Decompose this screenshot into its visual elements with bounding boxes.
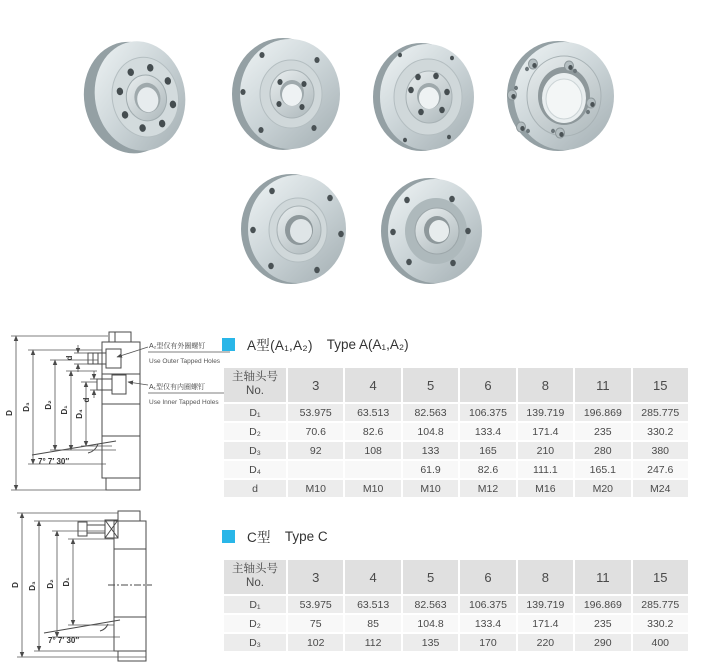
spec-value (288, 461, 343, 478)
spec-value: 82.6 (345, 423, 400, 440)
spec-value: 53.975 (288, 404, 343, 421)
spec-row (224, 423, 688, 440)
section-title-cn: A型(A₁,A₂) (247, 338, 313, 353)
spec-value: M16 (518, 480, 573, 497)
spec-row (224, 404, 688, 421)
spec-value: M20 (575, 480, 630, 497)
column-header: 5 (403, 560, 458, 594)
spec-value: 135 (403, 634, 458, 651)
type-c-section (222, 526, 692, 653)
spec-value: 106.375 (460, 404, 515, 421)
spec-value: 235 (575, 615, 630, 632)
spec-value: 85 (345, 615, 400, 632)
dim-label-D1: D₁ (62, 577, 71, 587)
spec-value: 133.4 (460, 615, 515, 632)
flange-photo-2 (232, 38, 340, 150)
spec-row (224, 461, 688, 478)
spec-value: 165 (460, 442, 515, 459)
header-cn: 主轴头号 (232, 371, 278, 384)
spec-row (224, 634, 688, 651)
dim-label-D3: D₃ (22, 402, 31, 412)
spec-value: 92 (288, 442, 343, 459)
spec-value: 247.6 (633, 461, 688, 478)
section-title-type-c (222, 526, 692, 546)
spec-value: 380 (633, 442, 688, 459)
dim-label-D: D (5, 410, 14, 416)
spec-value: 165.1 (575, 461, 630, 478)
column-header: 15 (633, 368, 688, 402)
spec-value: M12 (460, 480, 515, 497)
spec-value: M24 (633, 480, 688, 497)
spec-value: 104.8 (403, 423, 458, 440)
spec-value: 196.869 (575, 596, 630, 613)
spec-value: 235 (575, 423, 630, 440)
spindle-nose-header (224, 560, 286, 594)
header-row (224, 560, 688, 594)
spec-value: 63.513 (345, 404, 400, 421)
spec-value: M10 (288, 480, 343, 497)
spec-value: 111.1 (518, 461, 573, 478)
spec-row (224, 596, 688, 613)
dim-label-D2: D₂ (46, 579, 55, 589)
spec-value: 104.8 (403, 615, 458, 632)
spec-value: 112 (345, 634, 400, 651)
header-en: No. (246, 577, 264, 589)
row-label: D₁ (224, 596, 286, 613)
flange-photo-4 (507, 41, 614, 151)
column-header: 4 (345, 368, 400, 402)
spec-value: 82.563 (403, 404, 458, 421)
spec-value: 133.4 (460, 423, 515, 440)
angle-label: 7° 7′ 30″ (48, 636, 80, 645)
callout-outer-cn: A₂型仅有外圈螺钉 (149, 343, 206, 350)
callout-outer-en: Use Outer Tapped Holes (149, 358, 221, 365)
spec-value: 285.775 (633, 596, 688, 613)
spec-value: 82.563 (403, 596, 458, 613)
type-a-drawing (2, 324, 234, 506)
spec-value: 220 (518, 634, 573, 651)
header-row (224, 368, 688, 402)
row-label: D₃ (224, 634, 286, 651)
spec-value: 108 (345, 442, 400, 459)
spec-row (224, 442, 688, 459)
spec-value: 196.869 (575, 404, 630, 421)
spec-value: 171.4 (518, 615, 573, 632)
spec-value: 106.375 (460, 596, 515, 613)
dim-label-d-inner: d (82, 397, 91, 403)
spec-value: M10 (345, 480, 400, 497)
row-label: D₂ (224, 423, 286, 440)
spec-row (224, 480, 688, 497)
dim-label-D4: D₄ (75, 409, 84, 419)
type-a-section (222, 334, 692, 499)
spec-value: 171.4 (518, 423, 573, 440)
callout-inner-cn: A₁型仅有内圈螺钉 (149, 384, 206, 391)
row-label: D₃ (224, 442, 286, 459)
spec-value: 70.6 (288, 423, 343, 440)
column-header: 6 (460, 560, 515, 594)
spec-value: 75 (288, 615, 343, 632)
row-label: D₁ (224, 404, 286, 421)
spindle-nose-header (224, 368, 286, 402)
spec-value: 61.9 (403, 461, 458, 478)
flange-photo-1 (75, 33, 194, 161)
row-label: D₄ (224, 461, 286, 478)
angle-label: 7° 7′ 30″ (38, 457, 70, 466)
section-bullet-icon (222, 530, 235, 543)
spec-value: M10 (403, 480, 458, 497)
column-header: 5 (403, 368, 458, 402)
spec-value: 210 (518, 442, 573, 459)
column-header: 15 (633, 560, 688, 594)
section-bullet-icon (222, 338, 235, 351)
spec-value (345, 461, 400, 478)
spec-value: 139.719 (518, 404, 573, 421)
spec-value: 330.2 (633, 615, 688, 632)
header-en: No. (246, 385, 264, 397)
type-c-spec-table (222, 558, 690, 653)
spec-value: 133 (403, 442, 458, 459)
column-header: 3 (288, 368, 343, 402)
column-header: 8 (518, 560, 573, 594)
spec-value: 63.513 (345, 596, 400, 613)
spec-value: 139.719 (518, 596, 573, 613)
spec-value: 53.975 (288, 596, 343, 613)
flange-photo-3 (373, 43, 474, 151)
flange-photo-6 (381, 178, 482, 284)
spec-value: 280 (575, 442, 630, 459)
dim-label-d-outer: d (65, 355, 74, 361)
callout-inner-en: Use Inner Tapped Holes (149, 399, 219, 406)
dim-label-D3: D₃ (28, 581, 37, 591)
column-header: 11 (575, 560, 630, 594)
dim-label-D1: D₁ (60, 405, 69, 415)
flange-photo-5 (241, 174, 346, 284)
section-title-en: Type A(A₁,A₂) (326, 336, 409, 352)
dim-label-D: D (11, 582, 20, 588)
spec-value: 102 (288, 634, 343, 651)
spec-value: 400 (633, 634, 688, 651)
section-title-cn: C型 (247, 530, 271, 545)
column-header: 4 (345, 560, 400, 594)
type-c-drawing (2, 505, 214, 667)
spec-value: 290 (575, 634, 630, 651)
spec-value: 82.6 (460, 461, 515, 478)
row-label: d (224, 480, 286, 497)
section-title-type-a (222, 334, 692, 354)
row-label: D₂ (224, 615, 286, 632)
spec-value: 285.775 (633, 404, 688, 421)
spec-row (224, 615, 688, 632)
section-title-en: Type C (284, 528, 328, 544)
column-header: 3 (288, 560, 343, 594)
dim-label-D2: D₂ (44, 400, 53, 410)
type-a-spec-table (222, 366, 690, 499)
column-header: 6 (460, 368, 515, 402)
column-header: 8 (518, 368, 573, 402)
header-cn: 主轴头号 (232, 563, 278, 576)
column-header: 11 (575, 368, 630, 402)
spec-value: 170 (460, 634, 515, 651)
spec-value: 330.2 (633, 423, 688, 440)
product-photo (0, 0, 704, 315)
